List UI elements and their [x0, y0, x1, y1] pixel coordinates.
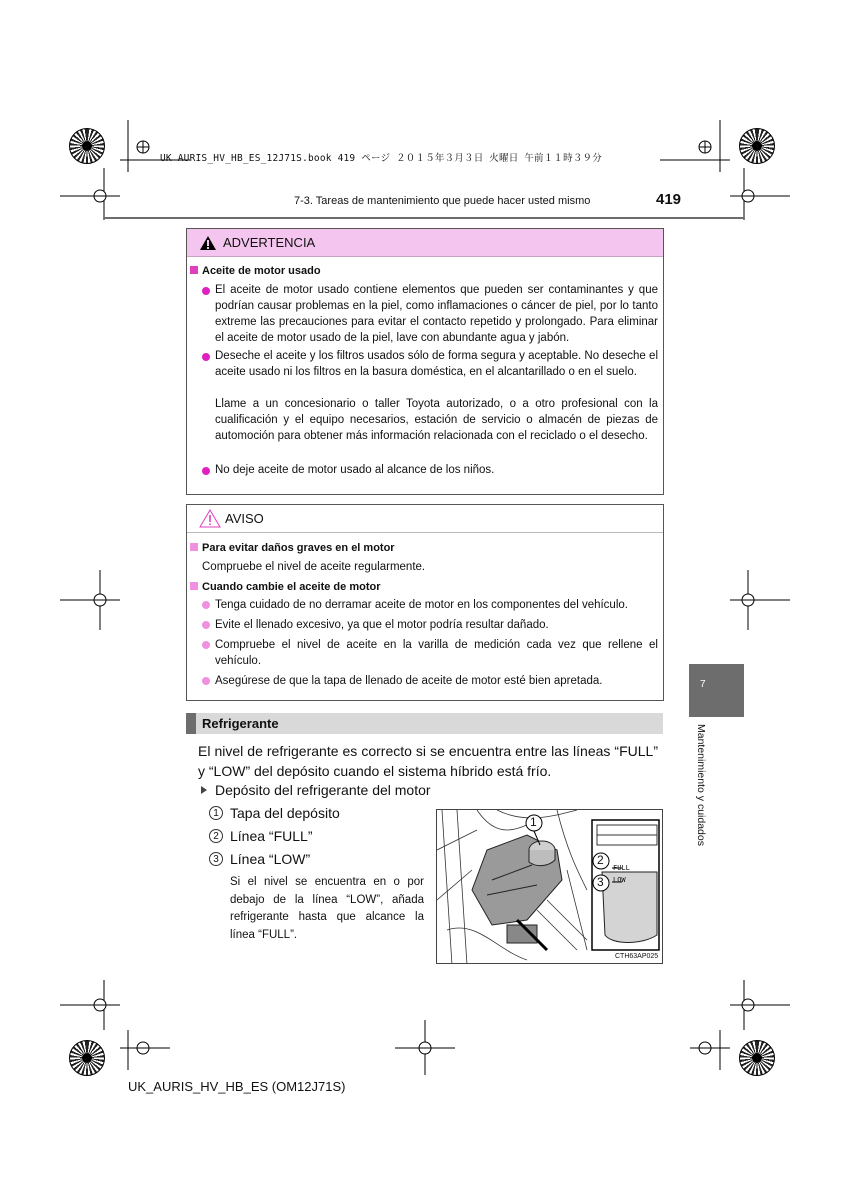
label-1-text: Tapa del depósito: [230, 805, 340, 821]
figure-full-label: FULL: [613, 864, 630, 872]
warning-item-1: El aceite de motor usado contiene elementos que pueden ser contaminantes y que podrían causar problemas en la piel, como inflamaciones o cáncer de piel, por lo tanto extreme las precauciones para evitar el contacto repetido y prolongado. Para eliminar el aceite de motor usado de la piel, lave con abundante agua y jabón.: [215, 284, 658, 344]
bullet-dot-icon: [202, 601, 210, 609]
bullet-dot-icon: [202, 677, 210, 685]
section-square-icon: [190, 543, 198, 551]
figure-callout-3: 3: [597, 875, 604, 889]
bullet-dot-icon: [202, 641, 210, 649]
bullet-dot-icon: [202, 621, 210, 629]
notice-item-1: Tenga cuidado de no derramar aceite de motor en los componentes del vehículo.: [215, 599, 628, 611]
notice-header: [187, 505, 663, 533]
figure-code: CTH63AP025: [615, 953, 659, 960]
bullet-dot-icon: [202, 467, 210, 475]
chapter-side-tab: [689, 664, 744, 717]
label-2-text: Línea “FULL”: [230, 828, 313, 844]
warning-section-title: Aceite de motor usado: [190, 265, 321, 277]
callout-2-icon: 2: [209, 829, 223, 843]
figure-callout-1: 1: [530, 815, 537, 829]
engine-bay-illustration: [437, 810, 663, 964]
coolant-subheading: Depósito del refrigerante del motor: [215, 782, 431, 798]
figure-low-label: LOW: [613, 876, 626, 884]
header-rule: [104, 217, 744, 219]
figure-callout-2: 2: [597, 853, 604, 867]
warning-heading: ADVERTENCIA: [223, 235, 316, 250]
chapter-number: 7: [700, 679, 706, 690]
page-footer: UK_AURIS_HV_HB_ES (OM12J71S): [128, 1079, 346, 1094]
callout-1-icon: 1: [209, 806, 223, 820]
notice-item-4: Asegúrese de que la tapa de llenado de aceite de motor esté bien apretada.: [215, 675, 603, 687]
callout-3-icon: 3: [209, 852, 223, 866]
coolant-intro: El nivel de refrigerante es correcto si se encuentra entre las líneas “FULL” y “LOW” del depósito cuando el sistema híbrido está frío.: [198, 743, 658, 779]
page-number: 419: [656, 191, 682, 208]
caution-triangle-icon: [199, 509, 221, 528]
warning-header: [187, 229, 663, 257]
warning-item-3: No deje aceite de motor usado al alcance de los niños.: [215, 464, 495, 476]
notice-heading: AVISO: [225, 511, 264, 526]
notice-item-3: Compruebe el nivel de aceite en la varilla de medición cada vez que rellene el vehículo.: [215, 639, 658, 667]
bullet-dot-icon: [202, 287, 210, 295]
bullet-dot-icon: [202, 353, 210, 361]
section-square-icon: [190, 266, 198, 274]
label-3-text: Línea “LOW”: [230, 851, 311, 867]
notice-item-2: Evite el llenado excesivo, ya que el motor podría resultar dañado.: [215, 619, 549, 631]
coolant-note: Si el nivel se encuentra en o por debajo de la línea “LOW”, añada refrigerante hasta que alcance la línea “FULL”.: [230, 876, 424, 941]
notice-section-1-title: Para evitar daños graves en el motor: [190, 542, 395, 554]
coolant-reservoir-figure: [436, 809, 663, 964]
section-square-icon: [190, 582, 198, 590]
coolant-section-title: Refrigerante: [186, 713, 663, 734]
chapter-title: Mantenimiento y cuidados: [695, 724, 707, 846]
warning-item-2: Deseche el aceite y los filtros usados sólo de forma segura y aceptable. No deseche el aceite usado ni los filtros en la basura doméstica, en el alcantarillado o en el suelo.: [215, 350, 658, 378]
warning-item-2-extra: Llame a un concesionario o taller Toyota autorizado, o a otro profesional con la cualificación y el equipo necesarios, estación de servicio o almacén de piezas de automoción para obtener más información relacionada con el reciclado o el desecho.: [215, 398, 658, 442]
print-info-line: UK AURIS_HV_HB_ES_12J71S.book 419 ページ ２０１５年３月３日 火曜日 午前１１時３９分: [160, 153, 602, 164]
notice-section-1-text: Compruebe el nivel de aceite regularmente.: [202, 561, 426, 573]
warning-triangle-icon: [199, 235, 217, 251]
notice-section-2-title: Cuando cambie el aceite de motor: [190, 581, 381, 593]
page-header-title: 7-3. Tareas de mantenimiento que puede hacer usted mismo: [294, 195, 591, 207]
triangle-bullet-icon: [201, 786, 207, 794]
